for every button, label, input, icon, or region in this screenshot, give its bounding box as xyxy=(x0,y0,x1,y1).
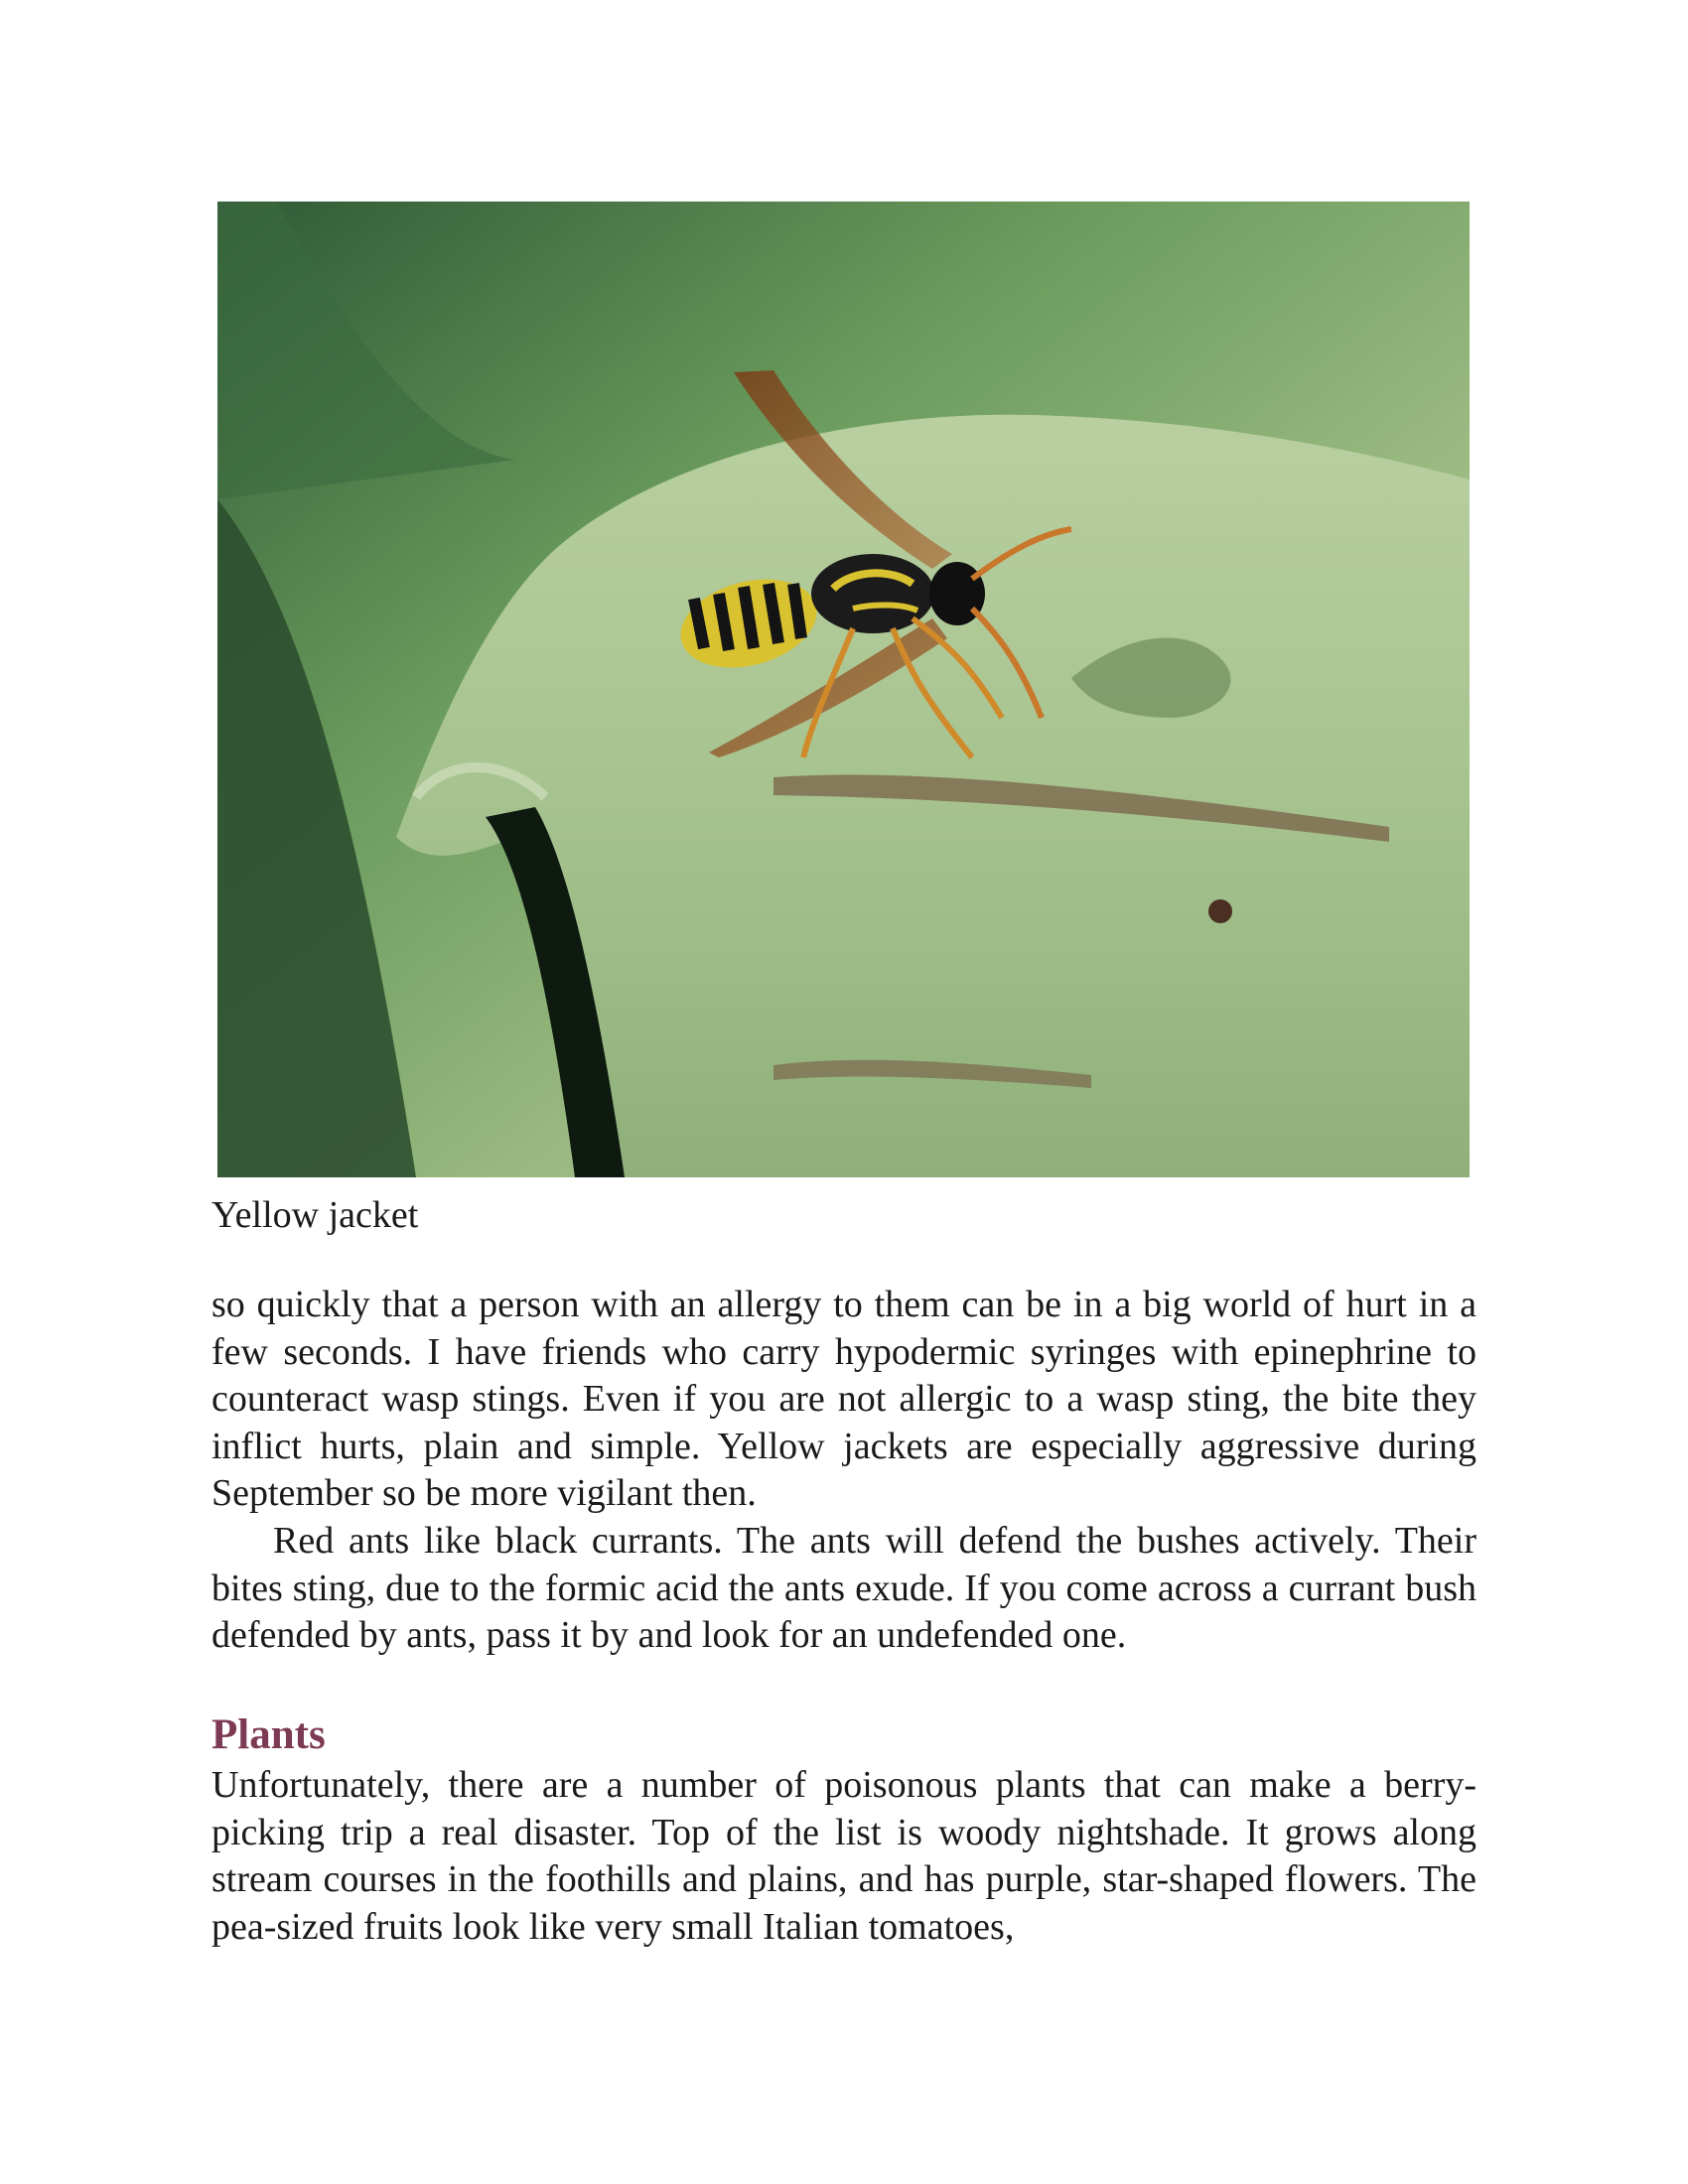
paragraph-red-ants: Red ants like black currants. The ants will defend the bushes actively. Their bites sting, due to the formic acid the ants exude. If you come across a currant bush defended by ants, pass it by and look for an undefended one. xyxy=(211,1520,1477,1657)
paragraph-wasp-stings: so quickly that a person with an allergy to them can be in a big world of hurt in a few seconds. I have friends who carry hypodermic syringes with epinephrine to counteract wasp stings. Even if you are not allergic to a wasp sting, the bite they inflict hurts, plain and simple. Yellow jackets are especially aggressive during September so be more vigilant then. xyxy=(211,1284,1477,1515)
photo-drawing xyxy=(217,202,1470,1177)
figure-caption: Yellow jacket xyxy=(211,1194,419,1236)
paragraph-poisonous-plants: Unfortunately, there are a number of poisonous plants that can make a berry-picking trip a real disaster. Top of the list is woody nightshade. It grows along stream courses in the foothills and plains, and has purple, star-shaped flowers. The pea-sized fruits look like very small Italian tomatoes, xyxy=(211,1764,1477,1948)
section-heading-plants: Plants xyxy=(211,1711,326,1758)
yellow-jacket-photo xyxy=(217,202,1470,1177)
